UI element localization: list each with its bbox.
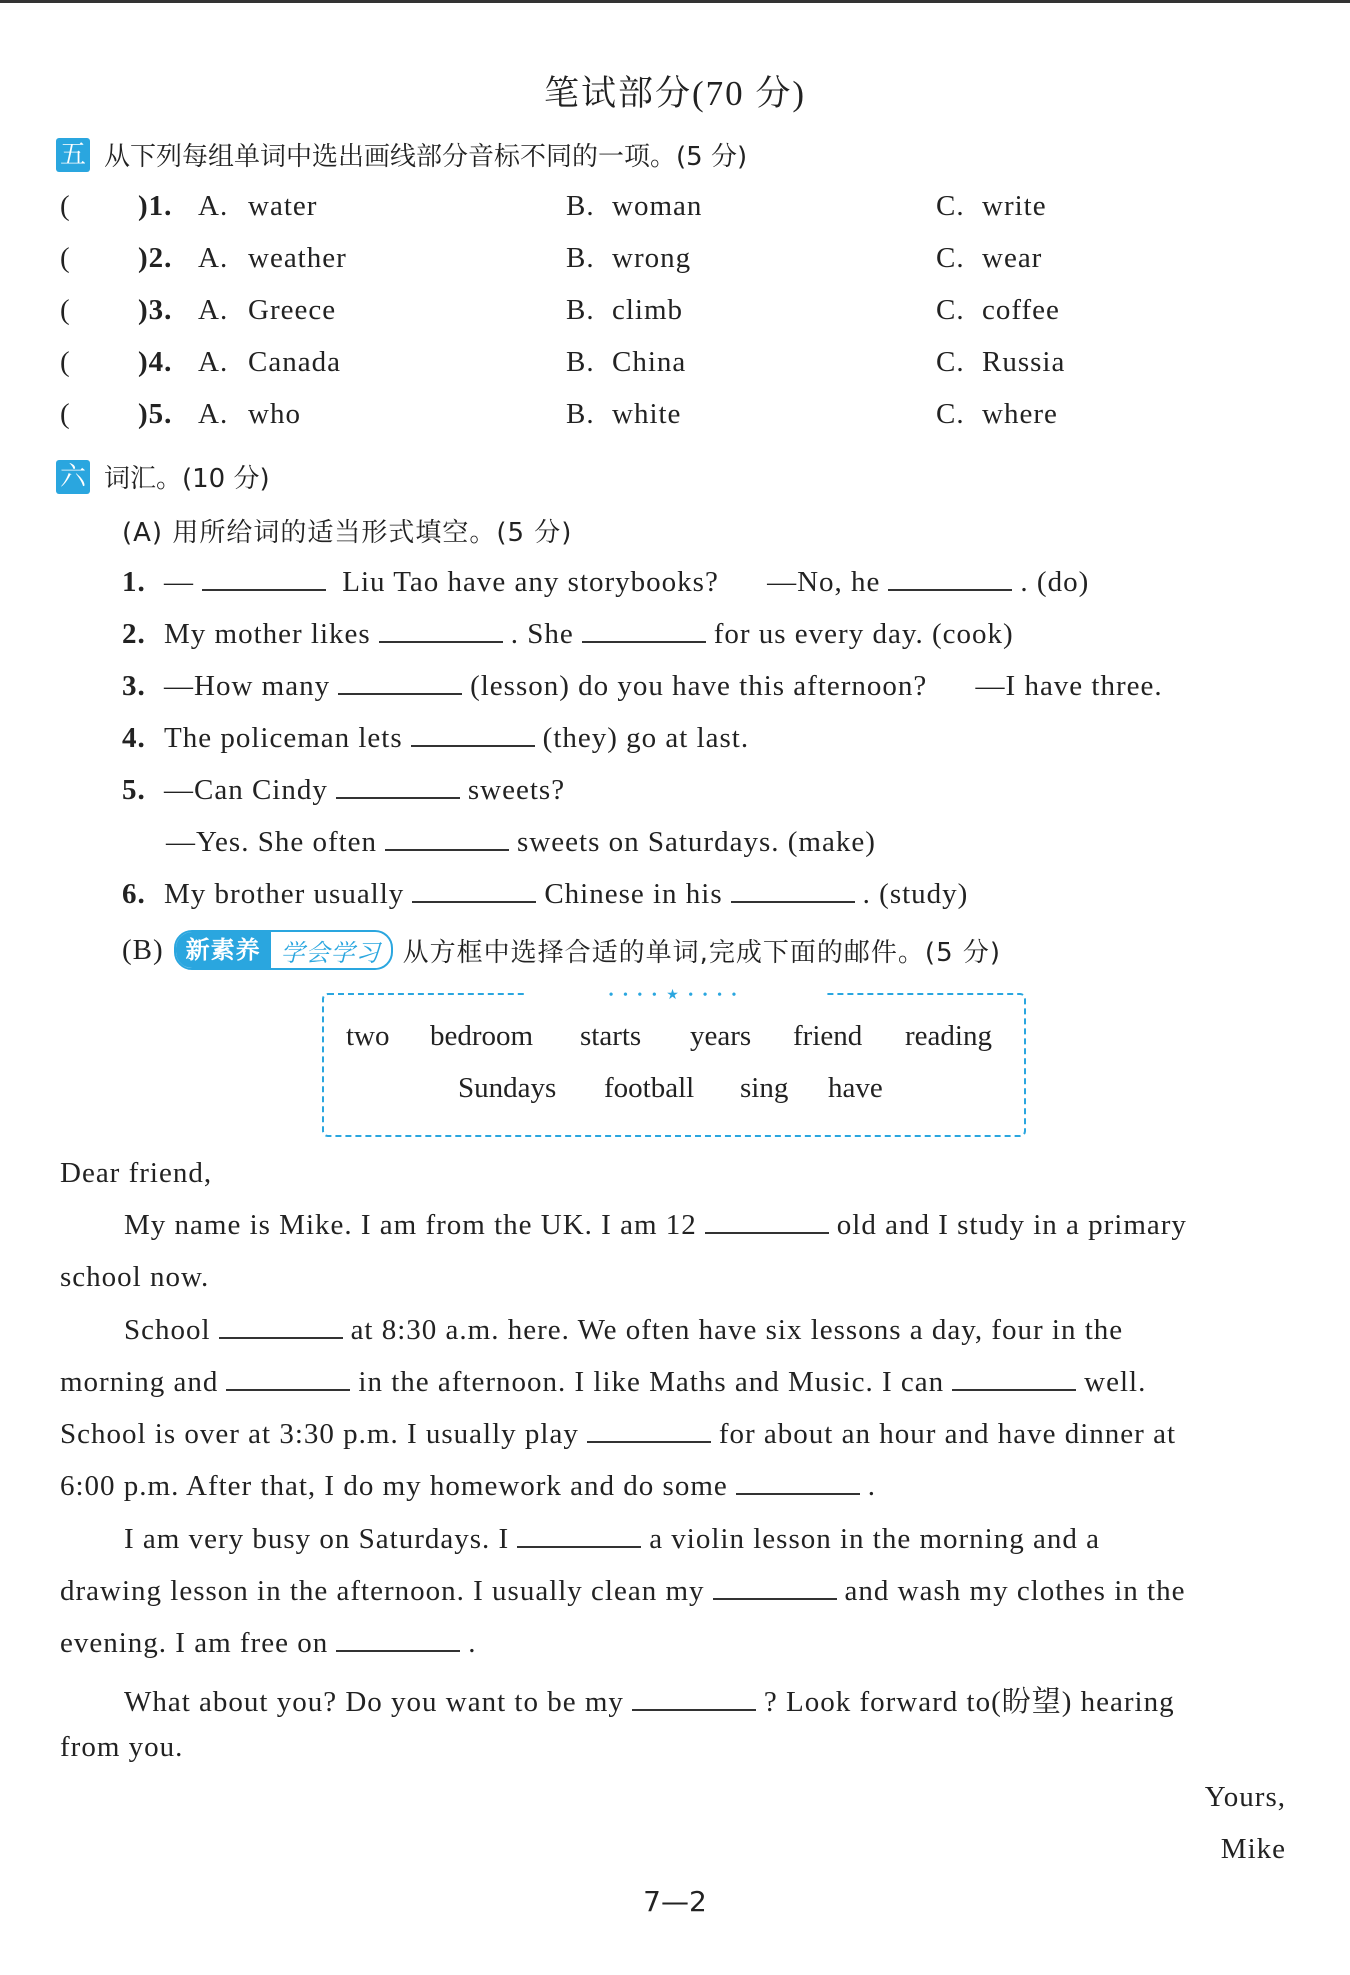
letter-closing: Yours, (1204, 1781, 1286, 1813)
question-3: 3. —How many (lesson) do you have this afternoon? —I have three. (122, 670, 1163, 702)
answer-blank[interactable] (632, 1685, 756, 1711)
letter-line-7: I am very busy on Saturdays. I a violin lesson in the morning and a (124, 1523, 1100, 1555)
option-letter: C. (936, 242, 965, 274)
word-box (322, 988, 1026, 1137)
option-letter: A. (198, 398, 229, 430)
option-letter: C. (936, 398, 965, 430)
letter-line-5: School is over at 3:30 p.m. I usually play for about an hour and have dinner at (60, 1418, 1176, 1450)
question-6: 6. My brother usually Chinese in his . (study) (122, 878, 969, 910)
question-2: 2. My mother likes . She for us every day. (cook) (122, 618, 1014, 650)
option-letter: B. (566, 190, 595, 222)
word-option[interactable]: starts (580, 1020, 642, 1052)
answer-blank[interactable] (517, 1522, 641, 1548)
section-5-heading (56, 136, 747, 173)
answer-blank[interactable] (952, 1365, 1076, 1391)
letter-line-6: 6:00 p.m. After that, I do my homework and do some . (60, 1470, 877, 1502)
option-word[interactable]: China (612, 346, 687, 378)
letter-line-8: drawing lesson in the afternoon. I usually clean my and wash my clothes in the (60, 1575, 1186, 1607)
option-letter: B. (566, 242, 595, 274)
answer-paren[interactable]: ( (60, 242, 71, 274)
letter-line-1: My name is Mike. I am from the UK. I am 12 old and I study in a primary (124, 1209, 1187, 1241)
option-letter: B. (566, 294, 595, 326)
question-number: )4. (138, 346, 173, 378)
option-word[interactable]: where (982, 398, 1058, 430)
letter-line-3: School at 8:30 a.m. here. We often have six lessons a day, four in the (124, 1314, 1124, 1346)
answer-paren[interactable]: ( (60, 346, 71, 378)
option-word[interactable]: Greece (248, 294, 337, 326)
word-option[interactable]: bedroom (430, 1020, 534, 1052)
option-word[interactable]: water (248, 190, 318, 222)
letter-line-2: school now. (60, 1261, 210, 1293)
option-letter: A. (198, 294, 229, 326)
word-option[interactable]: have (828, 1072, 883, 1104)
question-5-reply: —Yes. She often sweets on Saturdays. (make) (166, 826, 876, 858)
letter-line-4: morning and in the afternoon. I like Maths and Music. I can well. (60, 1366, 1147, 1398)
letter-line-11: from you. (60, 1731, 184, 1763)
option-word[interactable]: white (612, 398, 682, 430)
skill-badge: 新素养 学会学习 (174, 930, 393, 970)
section-6-heading (56, 458, 270, 495)
page-title: 笔试部分(70 分) (543, 74, 807, 113)
part-a-instruction: (A) 用所给词的适当形式填空。(5 分) (122, 518, 573, 548)
answer-blank[interactable] (731, 877, 855, 903)
question-number: )2. (138, 242, 173, 274)
answer-blank[interactable] (336, 1626, 460, 1652)
answer-blank[interactable] (582, 617, 706, 643)
option-letter: B. (566, 346, 595, 378)
question-number: )3. (138, 294, 173, 326)
answer-blank[interactable] (226, 1365, 350, 1391)
answer-blank[interactable] (411, 721, 535, 747)
answer-blank[interactable] (713, 1574, 837, 1600)
answer-blank[interactable] (705, 1208, 829, 1234)
answer-blank[interactable] (338, 669, 462, 695)
question-1: 1. — Liu Tao have any storybooks? —No, he . (do) (122, 566, 1090, 598)
letter-line-9: evening. I am free on . (60, 1627, 477, 1659)
question-5: 5. —Can Cindy sweets? (122, 774, 566, 806)
question-4: 4. The policeman lets (they) go at last. (122, 722, 750, 754)
section-6-badge: 六 (56, 460, 90, 494)
option-letter: C. (936, 294, 965, 326)
option-letter: A. (198, 242, 229, 274)
answer-blank[interactable] (412, 877, 536, 903)
section-6-title: 词汇。(10 分) (104, 464, 270, 494)
option-word[interactable]: wrong (612, 242, 692, 274)
section-5-title: 从下列每组单词中选出画线部分音标不同的一项。(5 分) (104, 142, 748, 172)
answer-blank[interactable] (336, 773, 460, 799)
word-option[interactable]: reading (905, 1020, 992, 1052)
answer-blank[interactable] (736, 1469, 860, 1495)
word-option[interactable]: Sundays (458, 1072, 557, 1104)
page-number: 7—2 (643, 1885, 707, 1918)
option-word[interactable]: climb (612, 294, 684, 326)
answer-blank[interactable] (202, 565, 326, 591)
word-option[interactable]: sing (740, 1072, 789, 1104)
letter-signature: Mike (1220, 1833, 1286, 1865)
option-letter: A. (198, 190, 229, 222)
question-number: )1. (138, 190, 173, 222)
answer-paren[interactable]: ( (60, 294, 71, 326)
option-word[interactable]: who (248, 398, 301, 430)
letter-line-10: What about you? Do you want to be my ? Look forward to(盼望) hearing (124, 1686, 1175, 1718)
option-letter: C. (936, 346, 965, 378)
option-letter: B. (566, 398, 595, 430)
option-letter: C. (936, 190, 965, 222)
word-option[interactable]: friend (793, 1020, 863, 1052)
option-word[interactable]: woman (612, 190, 703, 222)
option-word[interactable]: Canada (248, 346, 341, 378)
answer-blank[interactable] (587, 1417, 711, 1443)
answer-blank[interactable] (888, 565, 1012, 591)
answer-blank[interactable] (385, 825, 509, 851)
answer-paren[interactable]: ( (60, 398, 71, 430)
word-option[interactable]: years (690, 1020, 752, 1052)
section-5-badge: 五 (56, 138, 90, 172)
part-b-instruction: (B) 新素养 学会学习 从方框中选择合适的单词,完成下面的邮件。(5 分) (122, 930, 1001, 970)
letter-greeting: Dear friend, (60, 1157, 213, 1189)
answer-blank[interactable] (219, 1313, 343, 1339)
option-word[interactable]: write (982, 190, 1047, 222)
option-word[interactable]: weather (248, 242, 347, 274)
option-word[interactable]: Russia (982, 346, 1066, 378)
answer-blank[interactable] (379, 617, 503, 643)
word-option[interactable]: football (604, 1072, 695, 1104)
word-option[interactable]: two (346, 1020, 390, 1052)
top-border (0, 0, 1350, 3)
option-word[interactable]: wear (982, 242, 1043, 274)
box-decoration: • • • • ★ • • • • (524, 987, 824, 1004)
answer-paren[interactable]: ( (60, 190, 71, 222)
question-number: )5. (138, 398, 173, 430)
option-word[interactable]: coffee (982, 294, 1060, 326)
option-letter: A. (198, 346, 229, 378)
